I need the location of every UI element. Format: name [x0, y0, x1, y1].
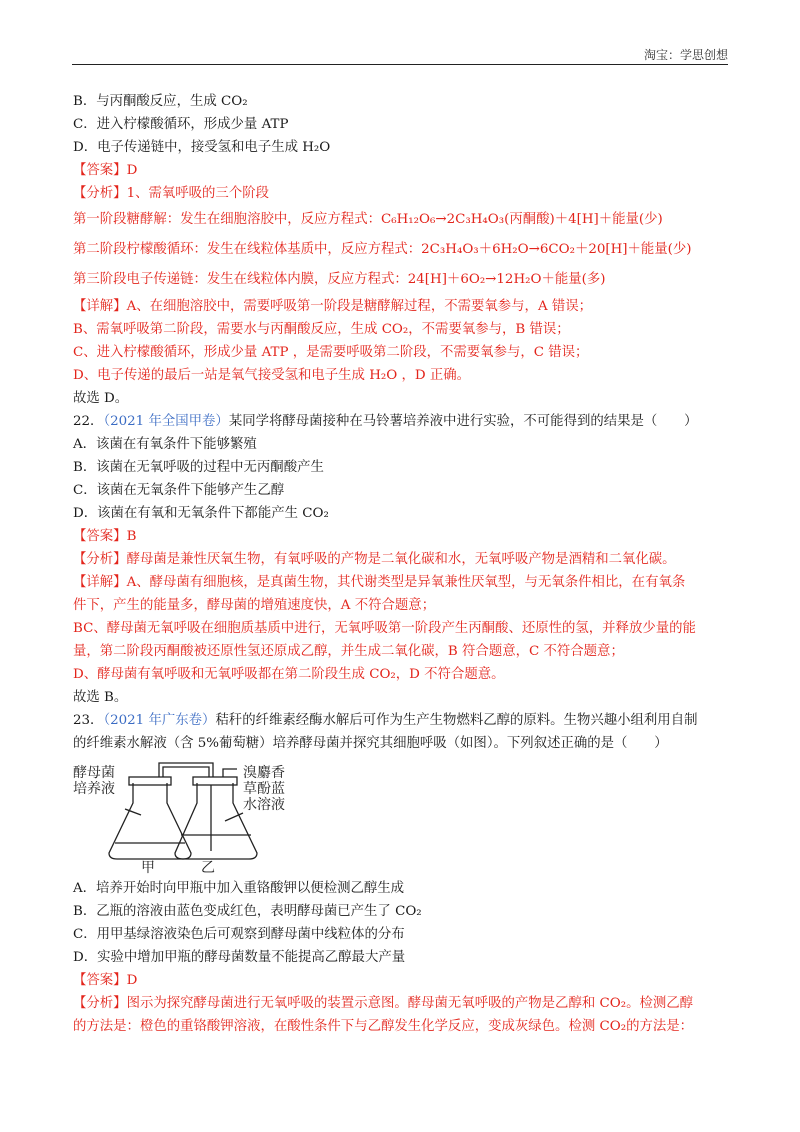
q23-option-c: C．用甲基绿溶液染色后可观察到酵母菌中线粒体的分布	[73, 927, 405, 942]
q21-answer	[73, 159, 731, 182]
q23-stem-1	[73, 709, 731, 732]
question-number: 22．	[73, 414, 104, 429]
q22-option-a: A．该菌在有氧条件下能够繁殖	[73, 437, 257, 452]
label-line: 培养液	[73, 781, 115, 797]
analysis-tag: 【分析】	[73, 186, 127, 201]
q21-stage-3: 第三阶段电子传递链：发生在线粒体内膜，反应方程式：24[H]＋6O₂→12H₂O＋能量(多)	[73, 272, 606, 287]
connecting-tube	[159, 763, 213, 777]
q21-option-d: D．电子传递链中，接受氢和电子生成 H₂O	[73, 140, 331, 155]
q22-detail-a-1	[73, 571, 731, 594]
q21-option-c: C．进入柠檬酸循环，形成少量 ATP	[73, 117, 289, 132]
q21-conclusion: 故选 D。	[73, 391, 129, 406]
label-flask-yi: 乙	[201, 860, 215, 876]
answer-value: D	[126, 163, 138, 178]
yeast-respiration-apparatus-figure	[73, 755, 731, 877]
q22-detail-bc-2: 量，第二阶段丙酮酸被还原性氢还原成乙醇，并生成二氧化碳，B 符合题意，C 不符合题意；	[73, 644, 624, 659]
header-text: 淘宝：学思创想	[643, 48, 728, 62]
right-outlet-tube	[223, 769, 237, 777]
question-text: 秸秆的纤维素经酶水解后可作为生产生物燃料乙醇的原料。生物兴趣小组利用自制	[215, 713, 698, 728]
q22-analysis	[73, 548, 731, 571]
question-number: 23．	[73, 713, 104, 728]
label-yeast-culture	[73, 765, 115, 797]
q21-analysis	[73, 182, 731, 205]
q21-option-b: B．与丙酮酸反应，生成 CO₂	[73, 94, 248, 109]
q22-conclusion: 故选 B。	[73, 690, 128, 705]
label-flask-jia: 甲	[141, 860, 155, 876]
question-source: （2021 年全国甲卷）	[103, 414, 229, 429]
label-line: 水溶液	[243, 797, 285, 813]
q23-answer	[73, 969, 731, 992]
answer-value: B	[126, 529, 137, 544]
answer-tag: 【答案】	[73, 163, 127, 178]
analysis-tag: 【分析】	[73, 552, 127, 567]
q22-detail-bc-1: BC、酵母菌无氧呼吸在细胞质基质中进行，无氧呼吸第一阶段产生丙酮酸、还原性的氢，并释放少量的能	[73, 621, 696, 636]
q22-answer	[73, 525, 731, 548]
label-line: 溴麝香	[243, 765, 285, 781]
detail-text: A、在细胞溶胶中，需要呼吸第一阶段是糖酵解过程，不需要氧参与，A 错误；	[126, 299, 593, 314]
analysis-text: 酵母菌是兼性厌氧生物，有氧呼吸的产物是二氧化碳和水，无氧呼吸产物是酒精和二氧化碳。	[126, 552, 676, 567]
q21-detail-b: B、需氧呼吸第二阶段，需要水与丙酮酸反应，生成 CO₂，不需要氧参与，B 错误；	[73, 322, 570, 337]
analysis-tag: 【分析】	[73, 996, 127, 1011]
q23-analysis-2: 的方法是：橙色的重铬酸钾溶液，在酸性条件下与乙醇发生化学反应，变成灰绿色。检测 CO₂的方法是：	[73, 1019, 694, 1034]
q23-analysis-1	[73, 992, 731, 1015]
detail-tag: 【详解】	[73, 299, 127, 314]
q22-option-c: C．该菌在无氧条件下能够产生乙醇	[73, 483, 285, 498]
q21-stage-2: 第二阶段柠檬酸循环：发生在线粒体基质中，反应方程式：2C₃H₄O₃＋6H₂O→6CO₂＋20[H]＋能量(少)	[73, 242, 692, 257]
document-body	[73, 90, 731, 1038]
label-line: 酵母菌	[73, 765, 115, 781]
question-text: 某同学将酵母菌接种在马铃薯培养液中进行实验，不可能得到的结果是（ ）	[228, 414, 698, 429]
answer-value: D	[126, 973, 138, 988]
right-flask-stopper	[193, 777, 237, 785]
q23-option-b: B．乙瓶的溶液由蓝色变成红色，表明酵母菌已产生了 CO₂	[73, 904, 422, 919]
q21-detail-c: C、进入柠檬酸循环，形成少量 ATP ，是需要呼吸第二阶段，不需要氧参与，C 错误；	[73, 345, 589, 360]
analysis-text: 1、需氧呼吸的三个阶段	[126, 186, 269, 201]
page-header	[72, 46, 728, 66]
q23-option-a: A．培养开始时向甲瓶中加入重铬酸钾以便检测乙醇生成	[73, 881, 405, 896]
analysis-text: 图示为探究酵母菌进行无氧呼吸的装置示意图。酵母菌无氧呼吸的产物是乙醇和 CO₂。检测乙醇	[126, 996, 694, 1011]
q22-detail-d: D、酵母菌有氧呼吸和无氧呼吸都在第二阶段生成 CO₂，D 不符合题意。	[73, 667, 505, 682]
q22-option-b: B．该菌在无氧呼吸的过程中无丙酮酸产生	[73, 460, 324, 475]
answer-tag: 【答案】	[73, 973, 127, 988]
q23-option-d: D．实验中增加甲瓶的酵母菌数量不能提高乙醇最大产量	[73, 950, 406, 965]
q22-stem	[73, 410, 731, 433]
left-flask-outline	[109, 783, 191, 859]
left-flask-stopper	[129, 777, 171, 785]
q23-stem-2: 的纤维素水解液（含 5%葡萄糖）培养酵母菌并探究其细胞呼吸（如图）。下列叙述正确的是（ ）	[73, 736, 668, 751]
detail-text: A、酵母菌有细胞核，是真菌生物，其代谢类型是异氧兼性厌氧型，与无氧条件相比，在有氧条	[126, 575, 686, 590]
q22-option-d: D．该菌在有氧和无氧条件下都能产生 CO₂	[73, 506, 329, 521]
header-divider	[72, 64, 728, 65]
q21-detail-d: D、电子传递的最后一站是氧气接受氢和电子生成 H₂O ，D 正确。	[73, 368, 471, 383]
q21-stage-1: 第一阶段糖酵解：发生在细胞溶胶中，反应方程式：C₆H₁₂O₆→2C₃H₄O₃(丙酮酸)＋4[H]＋能量(少)	[73, 212, 663, 227]
label-line: 草酚蓝	[243, 781, 285, 797]
question-source: （2021 年广东卷）	[103, 713, 216, 728]
q21-detail-a	[73, 295, 731, 318]
q22-detail-a-2: 件下，产生的能量多，酵母菌的增殖速度快，A 不符合题意；	[73, 598, 436, 613]
answer-tag: 【答案】	[73, 529, 127, 544]
detail-tag: 【详解】	[73, 575, 127, 590]
label-bromothymol-blue	[243, 765, 285, 813]
